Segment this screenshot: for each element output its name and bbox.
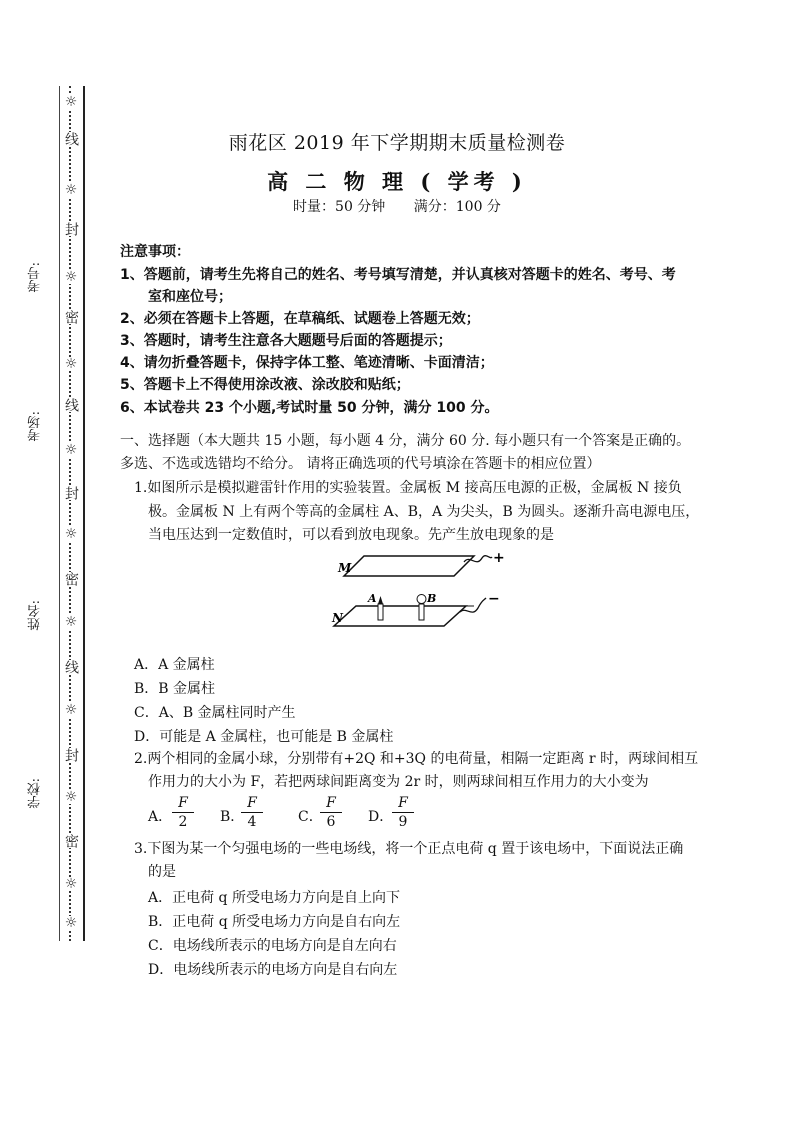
side-label-name: 姓名: — [28, 600, 43, 631]
side-label-school: 学校: — [28, 778, 43, 809]
sun-icon: ☼ — [64, 356, 78, 372]
label-a: A — [368, 592, 377, 605]
sun-icon: ☼ — [64, 876, 78, 892]
side-label-exam-number: 考号: — [28, 262, 43, 293]
fraction-bar — [392, 812, 414, 813]
q3-option-d: D．电场线所表示的电场方向是自右向左 — [148, 962, 398, 978]
q1-figure — [326, 548, 506, 634]
wire-minus — [460, 598, 486, 612]
q2-option-d-letter: D． — [368, 809, 394, 825]
plus-sign: + — [493, 550, 505, 566]
q1-option-d: D．可能是 A 金属柱，也可能是 B 金属柱 — [134, 729, 394, 745]
q2-option-d-fraction — [392, 795, 414, 830]
sun-icon: ☼ — [64, 702, 78, 718]
sun-icon: ☼ — [64, 182, 78, 198]
fraction-denominator: 2 — [178, 814, 188, 830]
binding-word: 线 — [63, 132, 79, 146]
label-n: N — [332, 611, 343, 625]
q2-option-b-letter: B． — [220, 809, 245, 825]
post-a — [378, 604, 383, 620]
sun-icon: ☼ — [64, 269, 78, 285]
fraction-bar — [320, 812, 342, 813]
sun-icon: ☼ — [64, 94, 78, 110]
minus-sign: − — [488, 591, 500, 607]
binding-word: 线 — [63, 660, 79, 674]
notice-item: 5、答题卡上不得使用涂改液、涂改胶和贴纸； — [120, 377, 410, 393]
fraction-bar — [172, 812, 194, 813]
q3-option-a: A．正电荷 q 所受电场力方向是自上向下 — [148, 890, 400, 906]
notice-item: 室和座位号； — [148, 289, 232, 305]
fraction-denominator: 9 — [398, 814, 408, 830]
binding-word: 密 — [63, 572, 79, 586]
notice-item: 2、必须在答题卡上答题，在草稿纸、试题卷上答题无效； — [120, 311, 480, 327]
q1-option-c: C．A、B 金属柱同时产生 — [134, 705, 296, 721]
section-heading: 一、选择题（本大题共 15 小题，每小题 4 分，满分 60 分. 每小题只有一个答案是正确的。 — [120, 433, 691, 449]
q1-stem-line: 1.如图所示是模拟避雷针作用的实验装置。金属板 M 接高压电源的正极，金属板 N 接负 — [134, 480, 682, 496]
post-b — [419, 604, 424, 620]
notice-item: 4、请勿折叠答题卡，保持字体工整、笔迹清晰、卡面清洁； — [120, 355, 494, 371]
sun-icon: ☼ — [64, 442, 78, 458]
q2-option-c-fraction — [320, 795, 342, 830]
q3-stem-line: 3.下图为某一个匀强电场的一些电场线，将一个正点电荷 q 置于该电场中，下面说法正确 — [134, 841, 684, 857]
binding-word: 线 — [63, 398, 79, 412]
post-b-ball — [417, 595, 426, 604]
fraction-denominator: 6 — [326, 814, 336, 830]
plate-n — [334, 606, 466, 626]
fraction-bar — [241, 812, 263, 813]
q2-option-b-fraction — [241, 795, 263, 830]
q1-stem-line: 极。金属板 N 上有两个等高的金属柱 A、B，A 为尖头，B 为圆头。逐渐升高电源电压， — [148, 504, 700, 520]
sun-icon: ☼ — [64, 915, 78, 931]
fraction-numerator: F — [247, 795, 257, 811]
notice-item: 6、本试卷共 23 个小题,考试时量 50 分钟，满分 100 分。 — [120, 400, 499, 416]
q1-option-a: A．A 金属柱 — [134, 657, 215, 673]
fraction-numerator: F — [326, 795, 336, 811]
q1-option-b: B．B 金属柱 — [134, 681, 216, 697]
q2-stem-line: 作用力的大小为 F，若把两球间距离变为 2r 时，则两球间相互作用力的大小变为 — [148, 774, 649, 790]
fraction-denominator: 4 — [247, 814, 257, 830]
full-score: 满分：100 分 — [413, 199, 501, 215]
exam-title: 雨花区 2019 年下学期期末质量检测卷 — [228, 132, 566, 154]
binding-word: 密 — [63, 310, 79, 324]
label-m: M — [338, 561, 352, 575]
side-label-exam-room: 考场: — [28, 411, 43, 442]
fraction-numerator: F — [398, 795, 408, 811]
q3-option-c: C．电场线所表示的电场方向是自左向右 — [148, 938, 397, 954]
q3-stem-line: 的是 — [148, 864, 176, 880]
exam-subtitle: 高 二 物 理 ( 学考 ) — [267, 169, 527, 194]
sun-icon: ☼ — [64, 789, 78, 805]
notice-heading: 注意事项： — [120, 244, 190, 260]
q3-option-b: B．正电荷 q 所受电场力方向是自右向左 — [148, 914, 401, 930]
section-instruction: 多选、不选或选错均不给分。 请将正确选项的代号填涂在答题卡的相应位置） — [120, 456, 601, 472]
q2-option-c-letter: C． — [298, 809, 323, 825]
time-limit: 时量：50 分钟 — [293, 199, 386, 215]
notice-item: 1、答题前，请考生先将自己的姓名、考号填写清楚，并认真核对答题卡的姓名、考号、考 — [120, 267, 676, 283]
fraction-numerator: F — [178, 795, 188, 811]
notice-item: 3、答题时，请考生注意各大题题号后面的答题提示； — [120, 333, 452, 349]
sun-icon: ☼ — [64, 526, 78, 542]
plate-m — [344, 556, 474, 576]
q2-option-a-fraction — [172, 795, 194, 830]
q1-stem-line: 当电压达到一定数值时，可以看到放电现象。先产生放电现象的是 — [148, 527, 554, 543]
q2-option-a-letter: A． — [148, 809, 173, 825]
label-b: B — [427, 592, 437, 605]
post-a-tip — [378, 596, 383, 604]
q2-stem-line: 2.两个相同的金属小球，分别带有+2Q 和+3Q 的电荷量，相隔一定距离 r 时，两球间相互 — [134, 751, 699, 767]
binding-word: 封 — [63, 486, 79, 500]
binding-word: 密 — [63, 834, 79, 848]
binding-word: 封 — [63, 222, 79, 236]
time-score-line — [0, 196, 794, 216]
sun-icon: ☼ — [64, 614, 78, 630]
binding-word: 封 — [63, 748, 79, 762]
